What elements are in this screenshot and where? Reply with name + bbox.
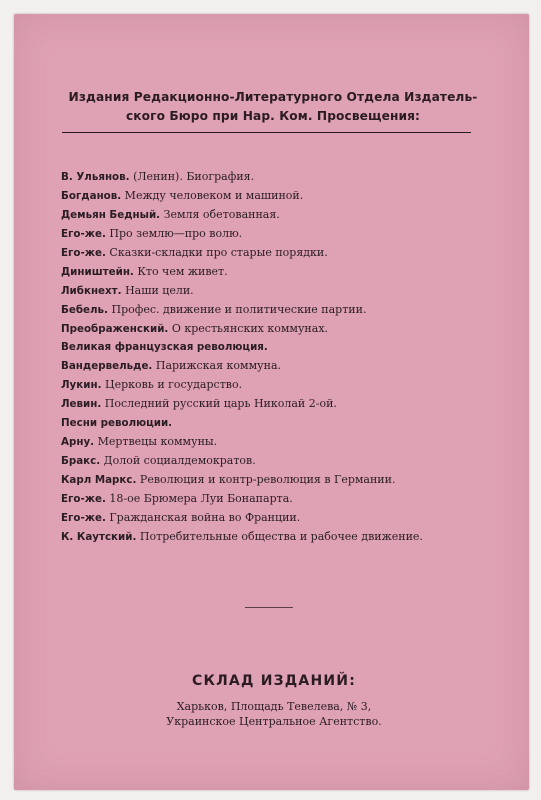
publication-title: Парижская коммуна. xyxy=(152,359,281,373)
warehouse-agency: Украинское Центральное Агентство. xyxy=(166,715,382,728)
publication-entry xyxy=(61,263,511,282)
publication-entry xyxy=(61,301,511,320)
publication-author: Преображенский. xyxy=(61,322,169,335)
publication-author: В. Ульянов. xyxy=(61,171,130,183)
publication-title: Земля обетованная. xyxy=(160,207,280,221)
back-cover-page xyxy=(14,14,529,790)
publication-entry xyxy=(61,206,511,225)
publication-entry xyxy=(61,395,511,414)
publication-entry xyxy=(61,168,511,187)
publication-author: Демьян Бедный. xyxy=(61,208,161,221)
publication-title: Про землю—про волю. xyxy=(105,226,243,240)
publication-author: К. Каутский. xyxy=(61,530,137,543)
publication-entry xyxy=(61,187,511,206)
publication-entry xyxy=(61,320,511,339)
publication-title: О крестьянских коммунах. xyxy=(168,321,329,335)
publication-entry xyxy=(61,282,511,301)
publication-title: Гражданская война во Франции. xyxy=(105,510,301,524)
publication-title: (Ленин). Биография. xyxy=(129,170,255,183)
publication-author: Арну. xyxy=(61,436,95,449)
publication-author: Его-же. xyxy=(61,492,106,505)
publication-title: Революция и контр-революция в Германии. xyxy=(136,473,396,486)
publication-entry xyxy=(61,528,511,547)
publication-title: Кто чем живет. xyxy=(133,264,228,278)
publication-title: Потребительные общества и рабочее движение. xyxy=(136,529,423,543)
publication-entry xyxy=(61,490,511,509)
publisher-header xyxy=(58,88,488,126)
publication-entry xyxy=(61,509,511,528)
publication-entry xyxy=(61,376,511,395)
publication-author: Его-же. xyxy=(61,246,106,259)
publication-title: Долой социалдемократов. xyxy=(100,454,256,468)
header-line-1: Издания Редакционно-Литературного Отдела Издатель- xyxy=(68,90,478,104)
header-rule xyxy=(62,132,471,133)
publication-author: Его-же. xyxy=(61,511,106,524)
publication-author: Бебель. xyxy=(61,303,108,316)
publication-author: Диништейн. xyxy=(61,265,134,278)
publication-entry xyxy=(61,338,511,357)
publication-title: Между человеком и машиной. xyxy=(121,188,304,202)
publication-title: Последний русский царь Николай 2-ой. xyxy=(101,397,337,411)
publication-author: Великая французская революция. xyxy=(61,341,268,354)
publication-author: Левин. xyxy=(61,398,102,411)
publication-author: Карл Маркс. xyxy=(61,474,137,486)
publication-title: Наши цели. xyxy=(121,283,194,297)
publication-entry xyxy=(61,357,511,376)
publication-author: Бракс. xyxy=(61,455,101,468)
publication-title: Мертвецы коммуны. xyxy=(94,435,218,449)
publication-author: Вандервельде. xyxy=(61,360,153,373)
publication-list xyxy=(61,168,511,547)
publication-title: Сказки-складки про старые порядки. xyxy=(105,245,328,259)
publication-title: 18-ое Брюмера Луи Бонапарта. xyxy=(105,491,293,505)
publication-author: Либкнехт. xyxy=(61,284,122,297)
publication-title: Церковь и государство. xyxy=(101,378,243,392)
publication-entry xyxy=(61,471,511,490)
publication-title: Профес. движение и политические партии. xyxy=(107,302,367,316)
separator-line xyxy=(245,607,293,608)
publication-author: Богданов. xyxy=(61,189,122,202)
publication-entry xyxy=(61,244,511,263)
publication-entry xyxy=(61,452,511,471)
warehouse-address: Харьков, Площадь Тевелева, № 3, xyxy=(176,700,372,713)
publication-author: Его-же. xyxy=(61,227,106,240)
publication-entry xyxy=(61,414,511,433)
warehouse-title: СКЛАД ИЗДАНИЙ: xyxy=(191,673,357,689)
publication-author: Песни революции. xyxy=(61,417,173,430)
publication-entry xyxy=(61,225,511,244)
header-line-2: ского Бюро при Нар. Ком. Просвещения: xyxy=(125,109,421,123)
publication-author: Лукин. xyxy=(61,379,102,392)
publication-entry xyxy=(61,433,511,452)
